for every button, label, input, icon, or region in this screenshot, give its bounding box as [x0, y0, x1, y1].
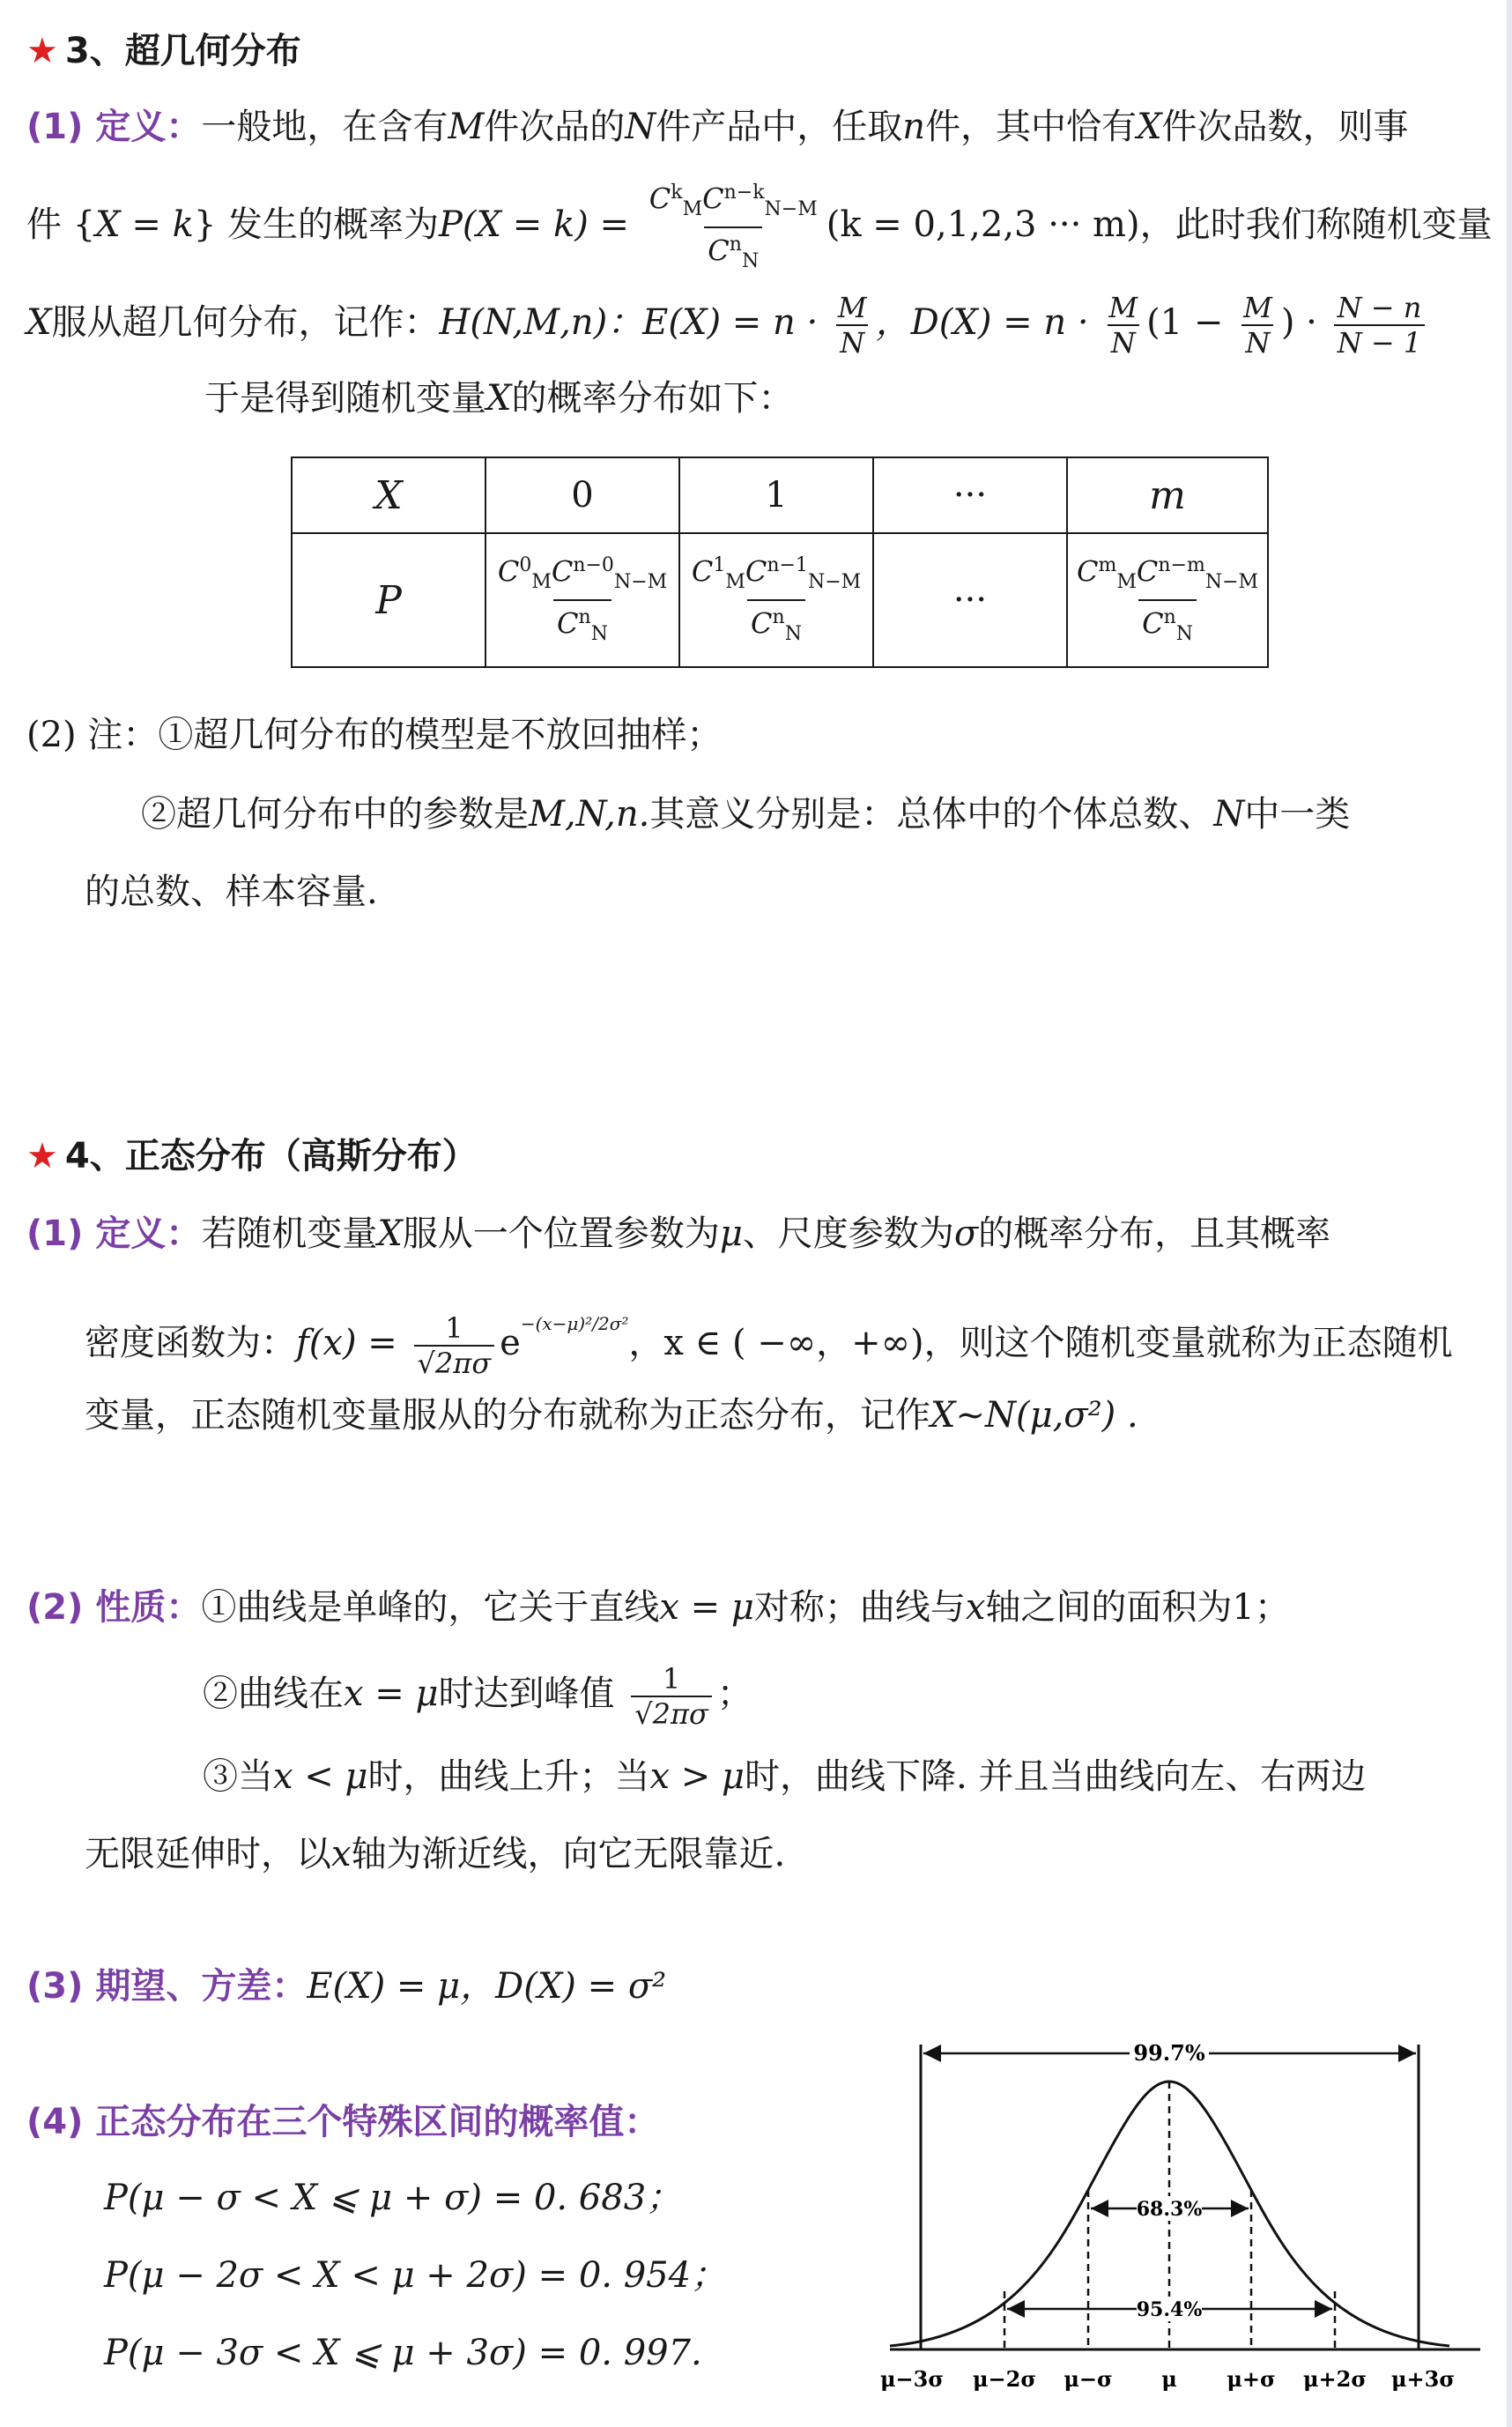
- num: 1: [662, 1662, 681, 1696]
- label-954: 95.4%: [1136, 2298, 1203, 2321]
- s3-pxk: P(X = k) =: [439, 204, 630, 246]
- distribution-table: [291, 456, 1269, 668]
- sub: N: [1175, 623, 1193, 646]
- tick-plus3: μ+3σ: [1390, 2366, 1456, 2392]
- c: C: [649, 182, 671, 216]
- s4-text: 时，曲线上升；当: [367, 1756, 650, 1797]
- den: N: [1241, 324, 1273, 360]
- s4-text: 密度函数为：: [85, 1323, 296, 1363]
- sub: M: [1116, 571, 1137, 593]
- s3-def-line2: [26, 176, 1493, 278]
- s4-text: 时，曲线下降. 并且当曲线向左、右两边: [745, 1756, 1367, 1797]
- sup: n: [772, 606, 785, 628]
- s4-text: 时达到峰值: [438, 1674, 615, 1714]
- s3-text: 一般地，在含有: [201, 107, 448, 147]
- sub: N−M: [764, 198, 818, 221]
- table-header-1: 1: [679, 457, 873, 533]
- table-header-X: X: [292, 457, 485, 533]
- table-row: [292, 457, 1268, 533]
- s3-var-N: N: [625, 107, 656, 147]
- c: C: [1142, 606, 1164, 641]
- s3-text: ②超几何分布中的参数是: [141, 794, 529, 835]
- table-label-P: P: [292, 533, 485, 667]
- den: √2πσ: [414, 1345, 495, 1380]
- s4-text: 轴为渐近线，向它无限靠近.: [351, 1834, 786, 1874]
- sub: N: [784, 623, 802, 646]
- s4-pdf-frac: [414, 1311, 495, 1380]
- sup: n: [729, 234, 742, 256]
- s4-prop-line2: [203, 1662, 752, 1731]
- s3-var-X: X: [26, 302, 52, 343]
- s3-var-n: n: [902, 107, 926, 147]
- tick-mu: μ: [1161, 2366, 1177, 2392]
- s4-f: f(x) =: [296, 1323, 397, 1363]
- s4-text: ②曲线在: [203, 1674, 344, 1714]
- tick-minus3: μ−3σ: [879, 2366, 945, 2392]
- s4-text: 变量，正态随机变量服从的分布就称为正态分布，记作: [85, 1395, 930, 1436]
- s4-domain: ，x ∈ ( −∞，+∞)，则这个随机变量就称为正态随机: [628, 1323, 1453, 1363]
- sub: N−M: [1204, 571, 1259, 593]
- sup: 0: [519, 553, 532, 576]
- s3-text: } 发生的概率为: [193, 204, 440, 246]
- den: N: [1108, 324, 1139, 360]
- section3-heading: [26, 26, 301, 76]
- s3-text: 的概率分布如下：: [511, 378, 794, 419]
- s4-eq: x > μ: [649, 1756, 745, 1797]
- sup: k: [671, 182, 683, 204]
- s4-sigma: σ: [953, 1214, 979, 1254]
- sup: n−0: [573, 553, 614, 576]
- c: C: [751, 606, 773, 641]
- s4-e: e: [500, 1323, 521, 1363]
- s3-prob-fraction: [646, 176, 821, 278]
- s4-text: ；: [716, 1674, 752, 1714]
- s3-text: 件次品数，则事: [1161, 107, 1409, 147]
- star-icon: ★: [26, 31, 58, 71]
- table-cell-m: [1067, 533, 1268, 667]
- c: C: [557, 606, 579, 641]
- s3-params: M,N,n.: [529, 794, 650, 835]
- s3-text: ) ·: [1280, 302, 1317, 343]
- s3-var-N: N: [1213, 794, 1245, 835]
- table-header-m: m: [1067, 457, 1268, 533]
- s3-eq: X = k: [95, 204, 194, 246]
- s3-def-line1: [26, 102, 1409, 152]
- c: C: [745, 554, 767, 589]
- tick-plus1: μ+σ: [1227, 2366, 1276, 2392]
- table-header-0: 0: [485, 457, 679, 533]
- c: C: [691, 554, 714, 589]
- s4-prop-line4: [85, 1830, 785, 1879]
- normal-curve-figure: [872, 2027, 1489, 2415]
- label-683: 68.3%: [1136, 2198, 1203, 2221]
- num: M: [1108, 291, 1138, 324]
- s4-text: ①曲线是单峰的，它关于直线: [201, 1587, 660, 1628]
- s3-D-frac1: [1105, 291, 1141, 360]
- tick-plus2: μ+2σ: [1302, 2366, 1367, 2392]
- c: C: [551, 554, 574, 589]
- s4-mu: μ: [719, 1214, 743, 1254]
- den: N − 1: [1334, 324, 1426, 360]
- s3-text: 其意义分别是：总体中的个体总数、: [649, 794, 1214, 835]
- num: M: [837, 291, 867, 324]
- table-header-dots: ···: [873, 457, 1067, 533]
- s3-text: 件，其中恰有: [925, 107, 1138, 147]
- sup: n−1: [767, 553, 808, 576]
- table-cell-1: [679, 533, 873, 667]
- s4-text: ③当: [203, 1756, 273, 1797]
- tick-minus1: μ−σ: [1064, 2366, 1113, 2392]
- label-997: 99.7%: [1133, 2040, 1205, 2066]
- s3-var-X: X: [486, 378, 512, 419]
- s4-def-label: (1) 定义：: [26, 1214, 202, 1254]
- s4-x: x: [965, 1587, 986, 1628]
- s3-E-frac: [834, 291, 871, 360]
- s4-pdf-line2: [85, 1391, 1138, 1440]
- c: C: [702, 182, 724, 216]
- c: C: [708, 234, 730, 268]
- s4-notation: X~N(μ,σ²) .: [930, 1395, 1138, 1436]
- s3-def-line3: [26, 291, 1430, 360]
- s4-x: x: [331, 1834, 352, 1874]
- s4-prop-label: (2) 性质：: [26, 1587, 202, 1628]
- sup: n: [578, 606, 591, 628]
- s4-text: 服从一个位置参数为: [402, 1214, 720, 1254]
- s3-note-a: (2) 注：①超几何分布的模型是不放回抽样；: [26, 715, 723, 755]
- s4-text: 、尺度参数为: [742, 1214, 954, 1254]
- s4-peak-frac: [631, 1662, 712, 1731]
- s3-text: 件产品中，任取: [656, 107, 903, 147]
- sub: M: [725, 571, 745, 593]
- s3-var-M: M: [448, 107, 485, 147]
- table-row: [292, 533, 1268, 667]
- s4-ev: E(X) = μ，D(X) = σ²: [307, 1966, 667, 2007]
- prob-3sigma: P(μ − 3σ < X ⩽ μ + 3σ) = 0. 997.: [104, 2333, 702, 2373]
- s3-H: H(N,M,n)：E(X) = n ·: [439, 302, 819, 343]
- s3-def-label: (1) 定义：: [26, 107, 202, 147]
- sup: 1: [713, 553, 726, 576]
- s4-text: 的概率分布，且其概率: [978, 1214, 1331, 1254]
- s4-prop-line1: [26, 1583, 1290, 1632]
- s4-eq: x < μ: [273, 1756, 368, 1797]
- s3-D-frac3: [1334, 291, 1426, 360]
- s3-D: ，D(X) = n ·: [875, 302, 1089, 343]
- section3-title: 3、超几何分布: [64, 31, 301, 71]
- s4-eq: x = μ: [659, 1587, 754, 1628]
- s4-eq: x = μ: [344, 1674, 439, 1714]
- den: √2πσ: [631, 1696, 712, 1731]
- tick-minus2: μ−2σ: [972, 2366, 1037, 2392]
- s3-text: 于是得到随机变量: [204, 378, 486, 419]
- s3-def-line4: [204, 374, 793, 423]
- prob-2sigma: P(μ − 2σ < X < μ + 2σ) = 0. 954；: [104, 2255, 727, 2296]
- den: N: [836, 324, 868, 360]
- s4-var-X: X: [377, 1214, 403, 1254]
- s4-text: 无限延伸时，以: [85, 1834, 331, 1874]
- s3-text: (1 −: [1146, 302, 1224, 343]
- s3-note-b: [141, 790, 1350, 839]
- sup: n: [1163, 606, 1176, 628]
- s4-text: 轴之间的面积为1；: [985, 1587, 1290, 1628]
- sub: N−M: [613, 571, 668, 593]
- table-cell-dots: ···: [873, 533, 1067, 667]
- s4-ev-line: [26, 1962, 666, 2011]
- cell-frac: [1073, 549, 1262, 651]
- sub: N: [590, 623, 608, 646]
- cell-frac: [688, 549, 864, 651]
- cell-frac: [494, 549, 671, 651]
- s3-var-X: X: [1137, 107, 1162, 147]
- s3-note-c: 的总数、样本容量.: [85, 872, 378, 912]
- c: C: [1077, 554, 1099, 589]
- s3-D-frac2: [1240, 291, 1276, 360]
- star-icon: ★: [26, 1136, 58, 1176]
- sub: N: [741, 250, 760, 273]
- sup: n−k: [723, 182, 765, 204]
- sub: M: [531, 571, 552, 593]
- c: C: [497, 554, 520, 589]
- s4-text: 若随机变量: [201, 1214, 378, 1254]
- sup: n−m: [1158, 553, 1205, 576]
- section4-heading: [26, 1132, 478, 1181]
- prob-1sigma: P(μ − σ < X ⩽ μ + σ) = 0. 683；: [104, 2178, 682, 2218]
- page-edge-bar: [1507, 0, 1512, 2427]
- c: C: [1136, 554, 1159, 589]
- num: 1: [445, 1311, 463, 1345]
- sub: N−M: [807, 571, 862, 593]
- s4-ev-label: (3) 期望、方差：: [26, 1966, 308, 2007]
- s4-prop-line3: [203, 1752, 1366, 1801]
- num: M: [1243, 291, 1272, 324]
- num: N − n: [1337, 291, 1422, 324]
- s4-def-line1: [26, 1209, 1330, 1258]
- s4-pdf-line: [85, 1299, 1453, 1380]
- sup: m: [1098, 553, 1117, 576]
- s3-text: 件 {: [26, 204, 96, 246]
- s4-exp: −(x−μ)²/2σ²: [520, 1313, 629, 1334]
- s3-text: 服从超几何分布，记作：: [51, 302, 440, 343]
- s4-three-label: (4) 正态分布在三个特殊区间的概率值：: [26, 2102, 660, 2142]
- s3-range: (k = 0,1,2,3 ··· m)，此时我们称随机变量: [826, 204, 1493, 246]
- section4-title: 4、正态分布（高斯分布）: [64, 1136, 478, 1176]
- s4-text: 对称；曲线与: [753, 1587, 966, 1628]
- s3-text: 件次品的: [484, 107, 626, 147]
- sub: M: [682, 198, 703, 221]
- s4-three-line: [26, 2097, 659, 2147]
- table-cell-0: [485, 533, 679, 667]
- s3-text: 中一类: [1244, 794, 1351, 835]
